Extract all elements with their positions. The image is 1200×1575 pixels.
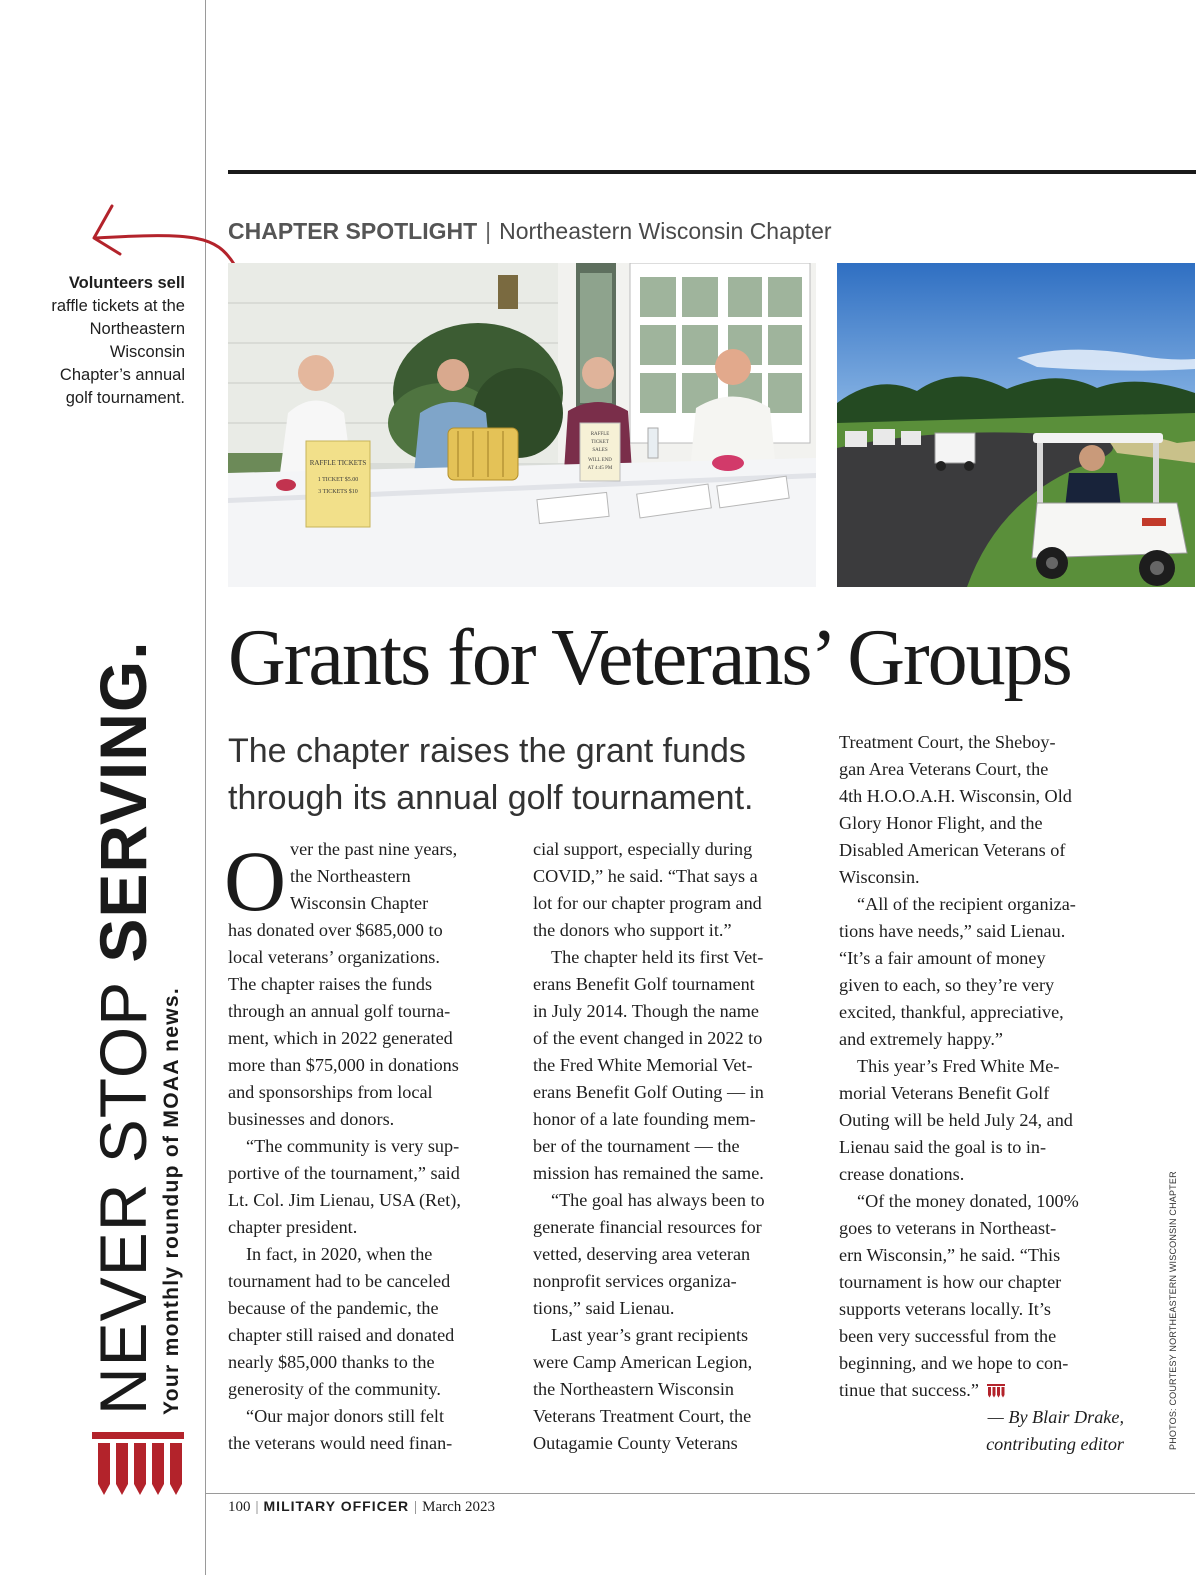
body-line: morial Veterans Benefit Golf	[839, 1083, 1050, 1103]
body-line: ber of the tournament — the	[533, 1136, 740, 1156]
body-line: and extremely happy.”	[839, 1029, 1003, 1049]
body-line: “Our major donors still felt	[246, 1406, 445, 1426]
title-bold: SERVING.	[86, 640, 160, 963]
photo-credit: PHOTOS: COURTESY NORTHEASTERN WISCONSIN CHAPTER	[1168, 1171, 1178, 1450]
body-line: ver the past nine years,	[290, 839, 458, 859]
article-column-1	[224, 833, 512, 1457]
body-line: In fact, in 2020, when the	[246, 1244, 433, 1264]
body-line: erans Benefit Golf tournament	[533, 974, 755, 994]
caption-text: raffle tickets at the Northeastern Wisconsin Chapter’s annual golf tournament.	[51, 297, 185, 407]
body-line: crease donations.	[839, 1164, 965, 1184]
body-line: “All of the recipient organiza-	[857, 894, 1076, 914]
body-line: vetted, deserving area veteran	[533, 1244, 751, 1264]
body-line: cial support, especially during	[533, 839, 753, 859]
article-headline: Grants for Veterans’ Groups	[228, 614, 1071, 702]
body-line: This year’s Fred White Me-	[857, 1056, 1060, 1076]
body-line: Lienau said the goal is to in-	[839, 1137, 1047, 1157]
article-column-3	[839, 729, 1124, 1458]
body-line: and sponsorships from local	[228, 1082, 433, 1102]
body-line: Outagamie County Veterans	[533, 1433, 738, 1453]
body-line: tournament is how our chapter	[839, 1272, 1062, 1292]
kicker-section: CHAPTER SPOTLIGHT	[228, 218, 478, 244]
footer-separator: |	[255, 1499, 259, 1515]
footer-separator: |	[414, 1499, 418, 1515]
footer-rule	[205, 1493, 1195, 1494]
body-line: Wisconsin.	[839, 867, 920, 887]
body-line: because of the pandemic, the	[228, 1298, 439, 1318]
page-footer	[228, 1498, 495, 1516]
body-line: the donors who support it.”	[533, 920, 732, 940]
moaa-stripes-logo	[92, 1432, 184, 1498]
top-rule	[228, 170, 1196, 174]
end-line	[839, 1377, 1124, 1404]
body-line: lot for our chapter program and	[533, 893, 762, 913]
body-line: nearly $85,000 thanks to the	[228, 1352, 435, 1372]
sales-sign-line2: SALES	[592, 448, 608, 453]
body-line: erans Benefit Golf Outing — in	[533, 1082, 764, 1102]
body-line: given to each, so they’re very	[839, 975, 1055, 995]
body-line: local veterans’ organizations.	[228, 947, 440, 967]
body-line: Last year’s grant recipients	[551, 1325, 749, 1345]
moaa-end-mark-icon	[987, 1384, 1005, 1398]
section-vertical-banner	[88, 585, 188, 1415]
kicker-separator: |	[485, 218, 492, 244]
raffle-sign-line1: 1 TICKET $5.00	[317, 477, 359, 483]
photo-caption	[40, 272, 185, 410]
body-line: the Northeastern Wisconsin	[533, 1379, 734, 1399]
body-line: The chapter held its first Vet-	[551, 947, 764, 967]
sales-sign-line1: TICKET	[591, 440, 609, 445]
caption-bold: Volunteers sell	[68, 274, 185, 292]
drop-cap: O	[224, 833, 287, 929]
sales-sign-line3: WILL END	[588, 458, 612, 463]
body-line: in July 2014. Though the name	[533, 1001, 759, 1021]
sales-sign-line4: AT 4:45 PM	[587, 466, 613, 471]
magazine-name: MILITARY OFFICER	[263, 1498, 410, 1514]
body-line: the veterans would need finan-	[228, 1433, 453, 1453]
body-line: businesses and donors.	[228, 1109, 395, 1129]
body-line: portive of the tournament,” said	[228, 1163, 460, 1183]
body-line: generosity of the community.	[228, 1379, 441, 1399]
body-line: through an annual golf tourna-	[228, 1001, 451, 1021]
body-line: “The community is very sup-	[246, 1136, 460, 1156]
article-subhead: The chapter raises the grant funds through its annual golf tournament.	[228, 732, 754, 817]
body-line: 4th H.O.O.A.H. Wisconsin, Old	[839, 786, 1072, 806]
body-line: tinue that success.”	[839, 1380, 979, 1400]
body-line: chapter still raised and donated	[228, 1325, 455, 1345]
body-line: the Fred White Memorial Vet-	[533, 1055, 753, 1075]
title-thin: NEVER STOP	[86, 962, 160, 1415]
golf-carts-photo	[837, 263, 1195, 587]
page-number: 100	[228, 1499, 251, 1515]
body-line: Wisconsin Chapter	[290, 893, 429, 913]
body-line: Lt. Col. Jim Lienau, USA (Ret),	[228, 1190, 461, 1210]
body-line: tournament had to be canceled	[228, 1271, 451, 1291]
kicker-chapter: Northeastern Wisconsin Chapter	[499, 218, 832, 244]
body-line: generate financial resources for	[533, 1217, 762, 1237]
volunteers-photo	[228, 263, 816, 587]
body-line: ment, which in 2022 generated	[228, 1028, 453, 1048]
body-line: chapter president.	[228, 1217, 358, 1237]
body-line: “It’s a fair amount of money	[839, 948, 1046, 968]
body-line: more than $75,000 in donations	[228, 1055, 459, 1075]
curved-arrow-icon	[84, 192, 239, 267]
never-stop-serving-title	[88, 585, 158, 1415]
body-line: gan Area Veterans Court, the	[839, 759, 1049, 779]
section-kicker	[228, 218, 832, 245]
body-line: Veterans Treatment Court, the	[533, 1406, 752, 1426]
body-line: “Of the money donated, 100%	[857, 1191, 1079, 1211]
article-column-2	[533, 836, 817, 1457]
body-line: mission has remained the same.	[533, 1163, 764, 1183]
body-line: tions have needs,” said Lienau.	[839, 921, 1066, 941]
body-line: were Camp American Legion,	[533, 1352, 753, 1372]
body-line: goes to veterans in Northeast-	[839, 1218, 1057, 1238]
body-line: “The goal has always been to	[551, 1190, 765, 1210]
body-line: excited, thankful, appreciative,	[839, 1002, 1064, 1022]
body-line: supports veterans locally. It’s	[839, 1299, 1051, 1319]
body-line: Disabled American Veterans of	[839, 840, 1066, 860]
byline-role: contributing editor	[986, 1434, 1124, 1454]
raffle-sign-line2: 3 TICKETS $10	[318, 489, 358, 495]
raffle-sign-title: RAFFLE TICKETS	[309, 459, 367, 467]
body-line: Glory Honor Flight, and the	[839, 813, 1043, 833]
body-line: Treatment Court, the Sheboy-	[839, 732, 1056, 752]
body-line: been very successful from the	[839, 1326, 1057, 1346]
body-line: the Northeastern	[290, 866, 411, 886]
body-line: nonprofit services organiza-	[533, 1271, 737, 1291]
body-line: honor of a late founding mem-	[533, 1109, 756, 1129]
sales-sign-title: RAFFLE	[590, 432, 610, 437]
body-line: tions,” said Lienau.	[533, 1298, 675, 1318]
body-line: beginning, and we hope to con-	[839, 1353, 1069, 1373]
body-line: of the event changed in 2022 to	[533, 1028, 763, 1048]
body-line: has donated over $685,000 to	[228, 920, 443, 940]
body-line: The chapter raises the funds	[228, 974, 433, 994]
issue-date: March 2023	[422, 1499, 496, 1515]
body-line: ern Wisconsin,” he said. “This	[839, 1245, 1061, 1265]
body-line: Outing will be held July 24, and	[839, 1110, 1073, 1130]
body-line: COVID,” he said. “That says a	[533, 866, 758, 886]
byline-name: — By Blair Drake,	[987, 1407, 1124, 1427]
section-subtitle: Your monthly roundup of MOAA news.	[160, 986, 183, 1415]
